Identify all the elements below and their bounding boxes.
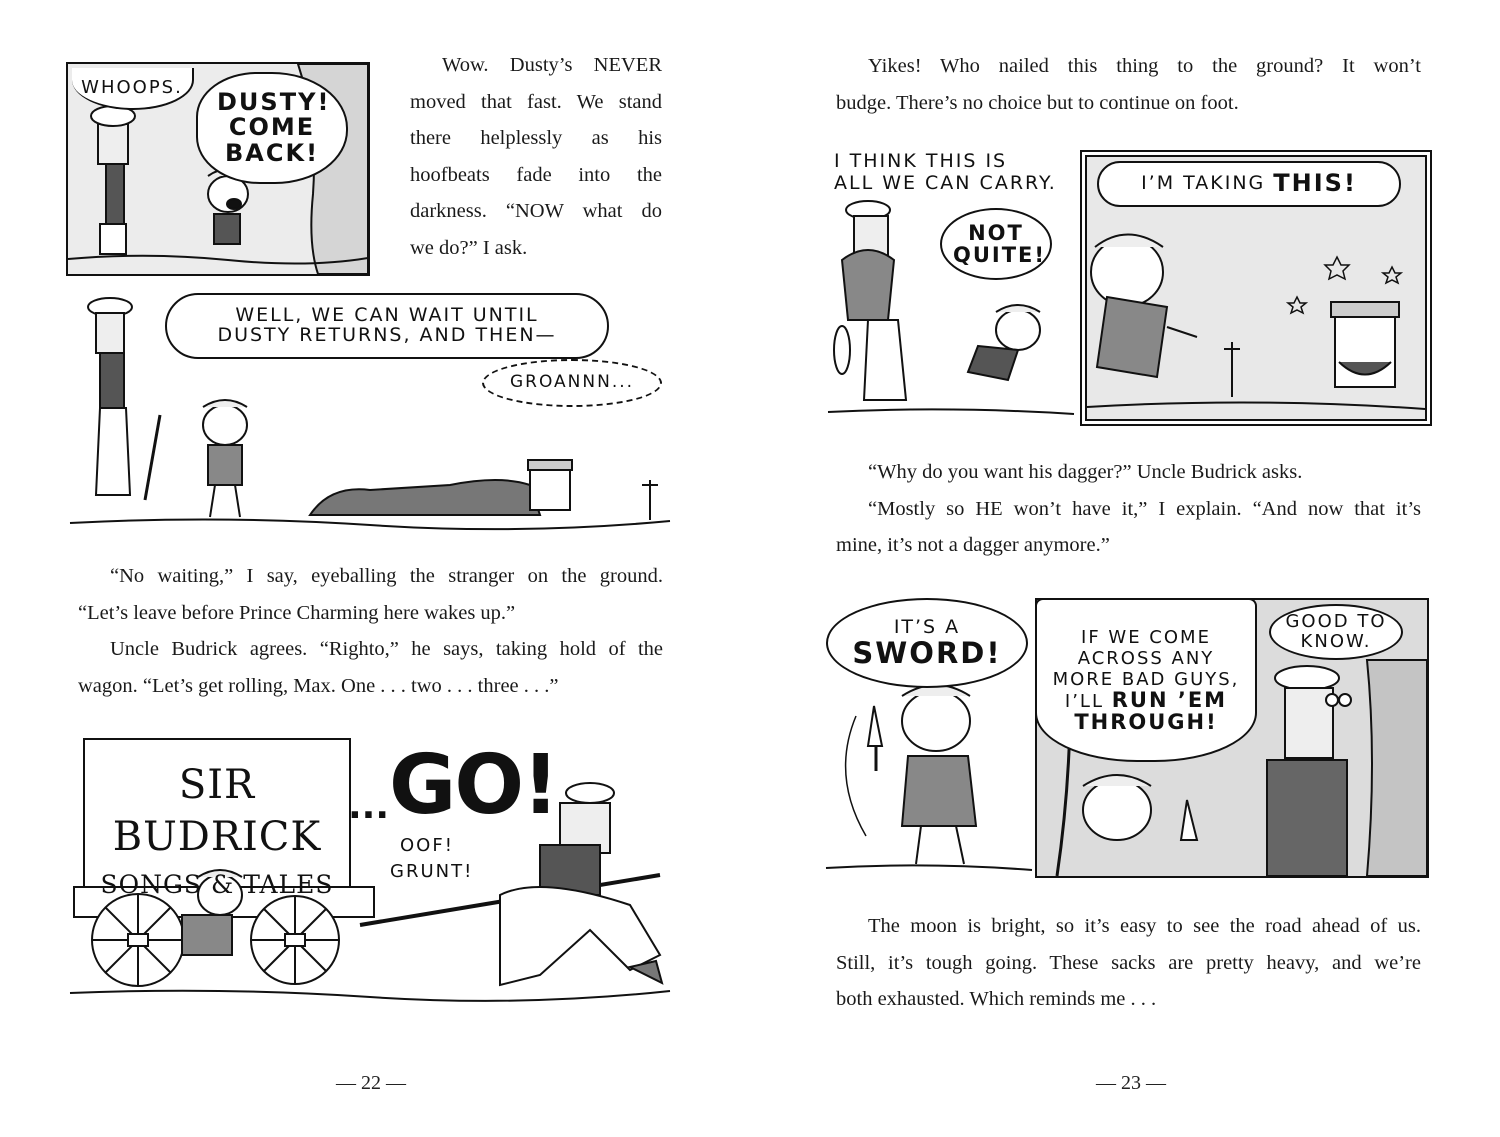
- dagger-in-ground: [642, 480, 658, 520]
- budrick-with-sacks: [834, 201, 906, 400]
- wait-until-line-2: DUSTY RETURNS, AND THEN—: [217, 324, 557, 346]
- max-standing: [203, 400, 247, 517]
- wagon-sign-line-1: SIR BUDRICK: [112, 762, 322, 860]
- groan-bubble: [482, 359, 662, 407]
- its-a-sword-bubble: [826, 598, 1028, 688]
- go-shout: [348, 738, 558, 833]
- max-with-sword: [1083, 775, 1197, 840]
- intro-line-6: we do?” I ask.: [410, 236, 528, 259]
- groan-text: GROANNN...: [509, 372, 635, 393]
- oof-text: OOF!: [400, 835, 454, 856]
- intro-line-3: there helplessly as his: [410, 127, 662, 149]
- comic-panel-wagon-go: [70, 735, 670, 1005]
- run-line-4-bold: RUN ’EM: [1111, 688, 1228, 712]
- stranger-face-dazed: [1331, 302, 1399, 387]
- right-para-1: “Why do you want his dagger?” Uncle Budrick asks.: [868, 461, 1303, 483]
- right-outro-line-3: both exhausted. Which reminds me . . .: [836, 988, 1157, 1010]
- wagon-wheel-left: [92, 894, 184, 986]
- right-intro: [836, 48, 1421, 121]
- left-para-1-line-2: “Let’s leave before Prince Charming here wakes up.”: [78, 601, 516, 624]
- run-line-1: IF WE COME: [1081, 627, 1211, 648]
- comic-panel-taking-this: [1085, 155, 1427, 421]
- not-quite-text: NOT QUITE!: [953, 220, 1046, 267]
- its-a-text: IT’S A: [893, 615, 961, 638]
- grunt-text: GRUNT!: [390, 861, 474, 882]
- left-paragraphs: [78, 558, 663, 704]
- whoops-text: WHOOPS.: [81, 76, 183, 98]
- run-line-4: [1065, 690, 1227, 712]
- comic-panel-carry: [828, 150, 1074, 422]
- left-page-number: — 22 —: [336, 1072, 406, 1094]
- run-line-4-plain: I’LL: [1064, 691, 1104, 712]
- right-outro-line-2: Still, it’s tough going. These sacks are pretty heavy, and we’re: [836, 951, 1421, 974]
- dusty-come-back-text: DUSTY! COME BACK!: [217, 88, 331, 167]
- run-line-2: ACROSS ANY: [1077, 648, 1215, 669]
- right-para-2-line-2: mine, it’s not a dagger anymore.”: [836, 534, 1110, 556]
- right-middle-paragraphs: [836, 454, 1421, 564]
- left-para-2-line-2: wagon. “Let’s get rolling, Max. One . . . two . . . three . . .”: [78, 674, 559, 697]
- right-intro-line-2: budge. There’s no choice but to continue on foot.: [836, 91, 1239, 114]
- oof-sfx: [400, 835, 454, 856]
- left-para-1-line-1: “No waiting,” I say, eyeballing the stranger on the ground.: [110, 565, 663, 587]
- right-para-2-line-1: “Mostly so HE won’t have it,” I explain. “And now that it’s: [868, 497, 1421, 520]
- max-holding-sword: [846, 685, 976, 864]
- intro-line-4: hoofbeats fade into the: [410, 163, 662, 186]
- right-outro-line-1: The moon is bright, so it’s easy to see the road ahead of us.: [868, 915, 1421, 937]
- taking-this-bold: THIS!: [1273, 169, 1357, 198]
- taking-this-plain: I’M TAKING: [1141, 172, 1266, 195]
- comic-panel-run-em-through: [1035, 598, 1429, 878]
- wagon-wheel-right: [251, 896, 339, 984]
- intro-line-1: Wow. Dusty’s NEVER: [442, 54, 662, 76]
- comic-panel-its-a-sword: [826, 596, 1032, 876]
- budrick-standing: [88, 298, 160, 500]
- wagon-sign: [84, 759, 350, 907]
- good-to-know-text: GOOD TO KNOW.: [1285, 611, 1387, 652]
- taking-this-bubble: [1097, 161, 1401, 207]
- go-dots: ...: [348, 786, 390, 827]
- budrick-listening: [1267, 666, 1351, 876]
- wagon-sign-line-2: SONGS & TALES: [100, 870, 334, 899]
- max-running: [968, 305, 1040, 380]
- run-em-through-bubble: [1035, 598, 1257, 762]
- go-text: GO!: [389, 738, 558, 833]
- stranger-lying: [310, 460, 572, 515]
- dusty-come-back-bubble: [196, 72, 348, 184]
- wait-until-bubble: [165, 293, 609, 359]
- budrick-figure: [91, 106, 135, 254]
- comic-panel-stranger-asleep: [70, 285, 670, 530]
- right-page-number: — 23 —: [1096, 1072, 1166, 1094]
- left-para-2-line-1: Uncle Budrick agrees. “Righto,” he says, taking hold of the: [110, 638, 663, 660]
- good-to-know-bubble: [1269, 604, 1403, 660]
- grunt-sfx: [390, 861, 473, 882]
- sword-text: SWORD!: [852, 635, 1002, 670]
- right-outro: [836, 908, 1421, 1018]
- carry-caption: [834, 150, 1057, 194]
- intro-paragraph: [410, 47, 662, 266]
- run-line-3: MORE BAD GUYS,: [1052, 669, 1240, 690]
- intro-line-5: darkness. “NOW what do: [410, 200, 662, 222]
- carry-caption-line-2: ALL WE CAN CARRY.: [834, 172, 1057, 194]
- comic-panel-dusty-runs: [66, 62, 370, 276]
- carry-caption-line-1: I THINK THIS IS: [834, 150, 1008, 172]
- right-intro-line-1: Yikes! Who nailed this thing to the ground? It won’t: [868, 55, 1421, 77]
- intro-line-2: moved that fast. We stand: [410, 90, 662, 113]
- wait-until-line-1: WELL, WE CAN WAIT UNTIL: [235, 304, 539, 327]
- run-line-5-bold: THROUGH!: [1074, 710, 1218, 734]
- not-quite-bubble: [940, 208, 1052, 280]
